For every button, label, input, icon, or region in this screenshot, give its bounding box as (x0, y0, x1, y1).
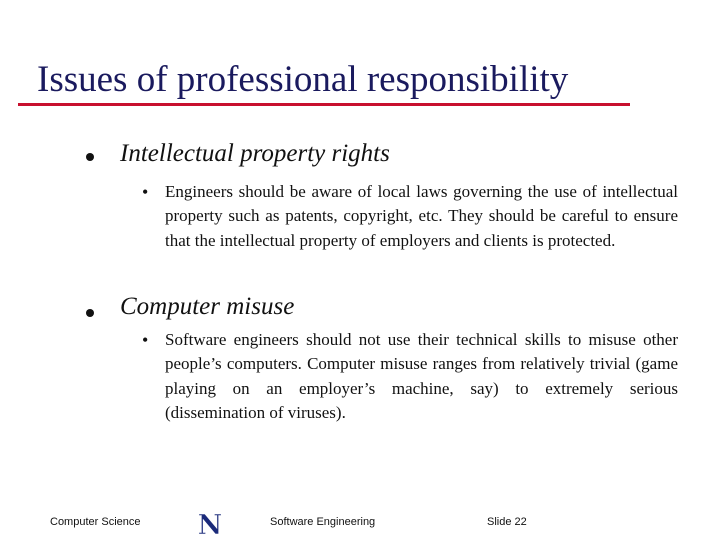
footer-left: Computer Science (50, 516, 141, 528)
sub-bullet-icon: • (142, 182, 149, 202)
title-underline (18, 103, 630, 106)
section-text-computer-misuse: Software engineers should not use their technical skills to misuse other people’s computers. Computer misuse ranges from relatively trivial (game playing on an employer’s machine, say) to extremely serious (dissemination of viruses). (165, 330, 678, 422)
bullet-icon (86, 309, 94, 317)
logo-letter: N (197, 511, 223, 537)
slide-title: Issues of professional responsibility (37, 59, 569, 100)
footer-slide-number: Slide 22 (487, 516, 527, 528)
section-heading-computer-misuse: Computer misuse (120, 293, 295, 320)
bullet-icon (86, 153, 94, 161)
footer-center: Software Engineering (270, 516, 376, 528)
section-heading-intellectual-property: Intellectual property rights (120, 140, 390, 167)
sub-bullet-icon: • (142, 330, 149, 350)
section-text-intellectual-property: Engineers should be aware of local laws governing the use of intellectual property such as patents, copyright, etc. They should be careful to ensure that the intellectual property of employers and clients is protected. (165, 182, 678, 250)
university-logo-icon (193, 511, 227, 537)
